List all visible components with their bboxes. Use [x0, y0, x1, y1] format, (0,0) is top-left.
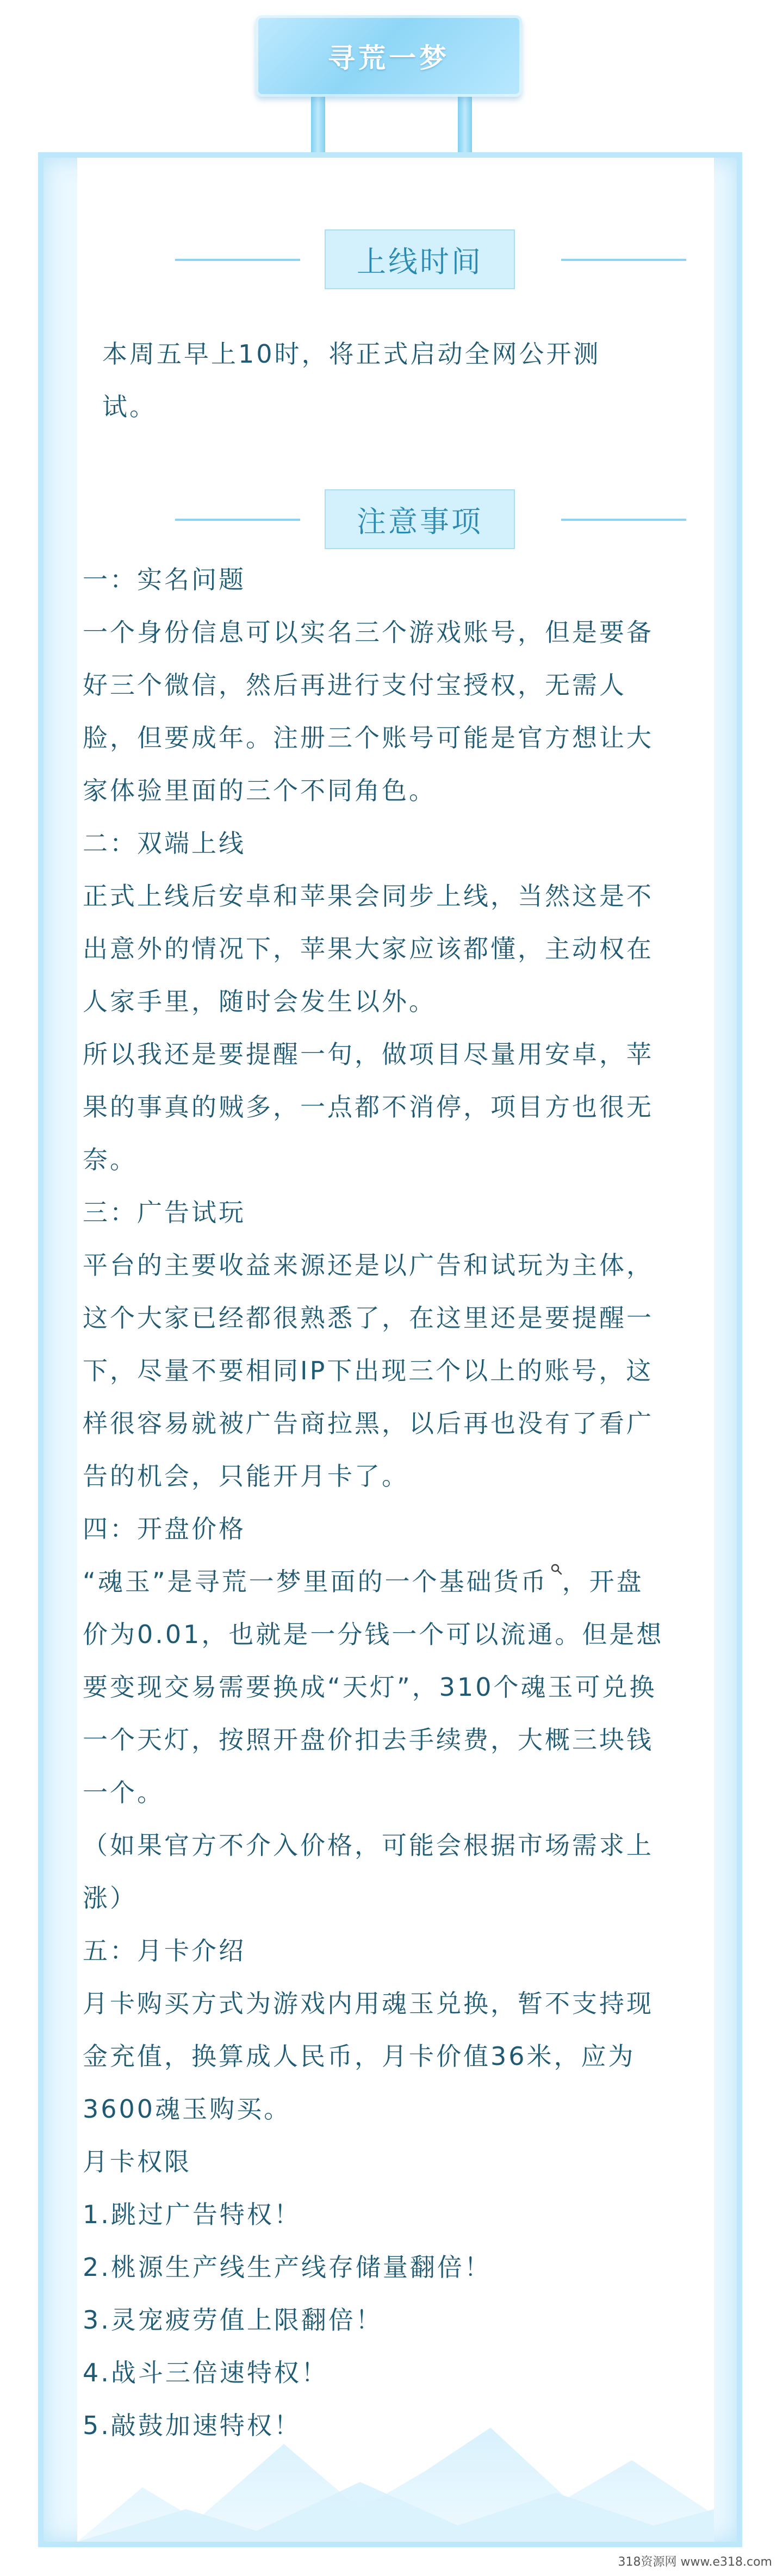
- text-line: 好三个微信，然后再进行支付宝授权，无需人: [83, 670, 626, 700]
- text-fragment: ，开盘: [562, 1567, 644, 1596]
- text-line: 二：双端上线: [83, 829, 246, 858]
- text-line: 本周五早上10时，将正式启动全网公开测: [102, 339, 601, 369]
- text-line: 三：广告试玩: [83, 1198, 246, 1227]
- text-line: 3600魂玉购买。: [83, 2094, 291, 2124]
- divider-line: [561, 259, 686, 261]
- content-panel: [38, 152, 742, 2547]
- heading-box: [325, 229, 515, 289]
- text-line: 一个。: [83, 1778, 164, 1807]
- section-title: 上线时间: [357, 244, 483, 279]
- text-line: 涨）: [83, 1883, 137, 1913]
- text-line: 果的事真的贼多，一点都不消停，项目方也很无: [83, 1092, 654, 1122]
- text-line: 告的机会，只能开月卡了。: [83, 1461, 409, 1491]
- text-line: 5.敲鼓加速特权！: [83, 2411, 301, 2440]
- text-line: 五：月卡介绍: [83, 1936, 246, 1965]
- divider-line: [175, 259, 300, 261]
- text-line: 正式上线后安卓和苹果会同步上线，当然这是不: [83, 881, 654, 911]
- text-line: 下，尽量不要相同IP下出现三个以上的账号，这: [83, 1356, 654, 1385]
- text-line: 脸，但要成年。注册三个账号可能是官方想让大: [83, 723, 654, 752]
- text-line: 2.桃源生产线生产线存储量翻倍！: [83, 2253, 492, 2282]
- text-line: 一个天灯，按照开盘价扣去手续费，大概三块钱: [83, 1725, 654, 1754]
- text-line: 3.灵宠疲劳值上限翻倍！: [83, 2305, 383, 2335]
- content-inner: [77, 158, 714, 2542]
- section-heading-notes: [77, 489, 714, 549]
- text-line: 人家手里，随时会发生以外。: [83, 987, 436, 1016]
- text-line: 月卡权限: [83, 2147, 191, 2176]
- divider-line: [561, 519, 686, 521]
- sign-post-left: [311, 92, 325, 158]
- text-line-currency: [83, 1555, 719, 1608]
- text-line: 一个身份信息可以实名三个游戏账号，但是要备: [83, 618, 654, 647]
- intro-paragraph: [102, 328, 739, 433]
- section-title: 注意事项: [357, 504, 483, 539]
- search-icon[interactable]: [550, 1563, 562, 1575]
- sign-post-right: [458, 92, 472, 158]
- text-line: （如果官方不介入价格，可能会根据市场需求上: [83, 1831, 654, 1860]
- text-line: 1.跳过广告特权！: [83, 2200, 301, 2229]
- text-line: 一：实名问题: [83, 565, 246, 594]
- text-line: 家体验里面的三个不同角色。: [83, 776, 436, 805]
- text-line: 四：开盘价格: [83, 1514, 246, 1544]
- text-line: 金充值，换算成人民币，月卡价值36米，应为: [83, 2042, 636, 2071]
- notes-body: [83, 553, 719, 2452]
- text-line: 月卡购买方式为游戏内用魂玉兑换，暂不支持现: [83, 1989, 654, 2018]
- divider-line: [175, 519, 300, 521]
- text-line: 试。: [102, 392, 157, 421]
- text-fragment: “魂玉”是寻荒一梦里面的一个基础货币: [83, 1567, 548, 1596]
- text-line: 出意外的情况下，苹果大家应该都懂，主动权在: [83, 934, 654, 963]
- title-sign: [256, 15, 522, 97]
- text-line: 样很容易就被广告商拉黑，以后再也没有了看广: [83, 1409, 654, 1438]
- section-heading-launch: [77, 229, 714, 289]
- watermark: 318资源网 www.e318.com: [618, 2555, 772, 2569]
- page-title: 寻荒一梦: [328, 42, 450, 74]
- text-line: 平台的主要收益来源还是以广告和试玩为主体，: [83, 1250, 654, 1280]
- text-line: 这个大家已经都很熟悉了，在这里还是要提醒一: [83, 1303, 654, 1333]
- text-line: 4.战斗三倍速特权！: [83, 2358, 328, 2387]
- text-line: 要变现交易需要换成“天灯”，310个魂玉可兑换: [83, 1672, 657, 1702]
- text-line: 价为0.01，也就是一分钱一个可以流通。但是想: [83, 1620, 664, 1649]
- text-line: 所以我还是要提醒一句，做项目尽量用安卓，苹: [83, 1040, 654, 1069]
- text-line: 奈。: [83, 1145, 137, 1174]
- mountain-illustration: [77, 2362, 714, 2542]
- heading-box: [325, 489, 515, 549]
